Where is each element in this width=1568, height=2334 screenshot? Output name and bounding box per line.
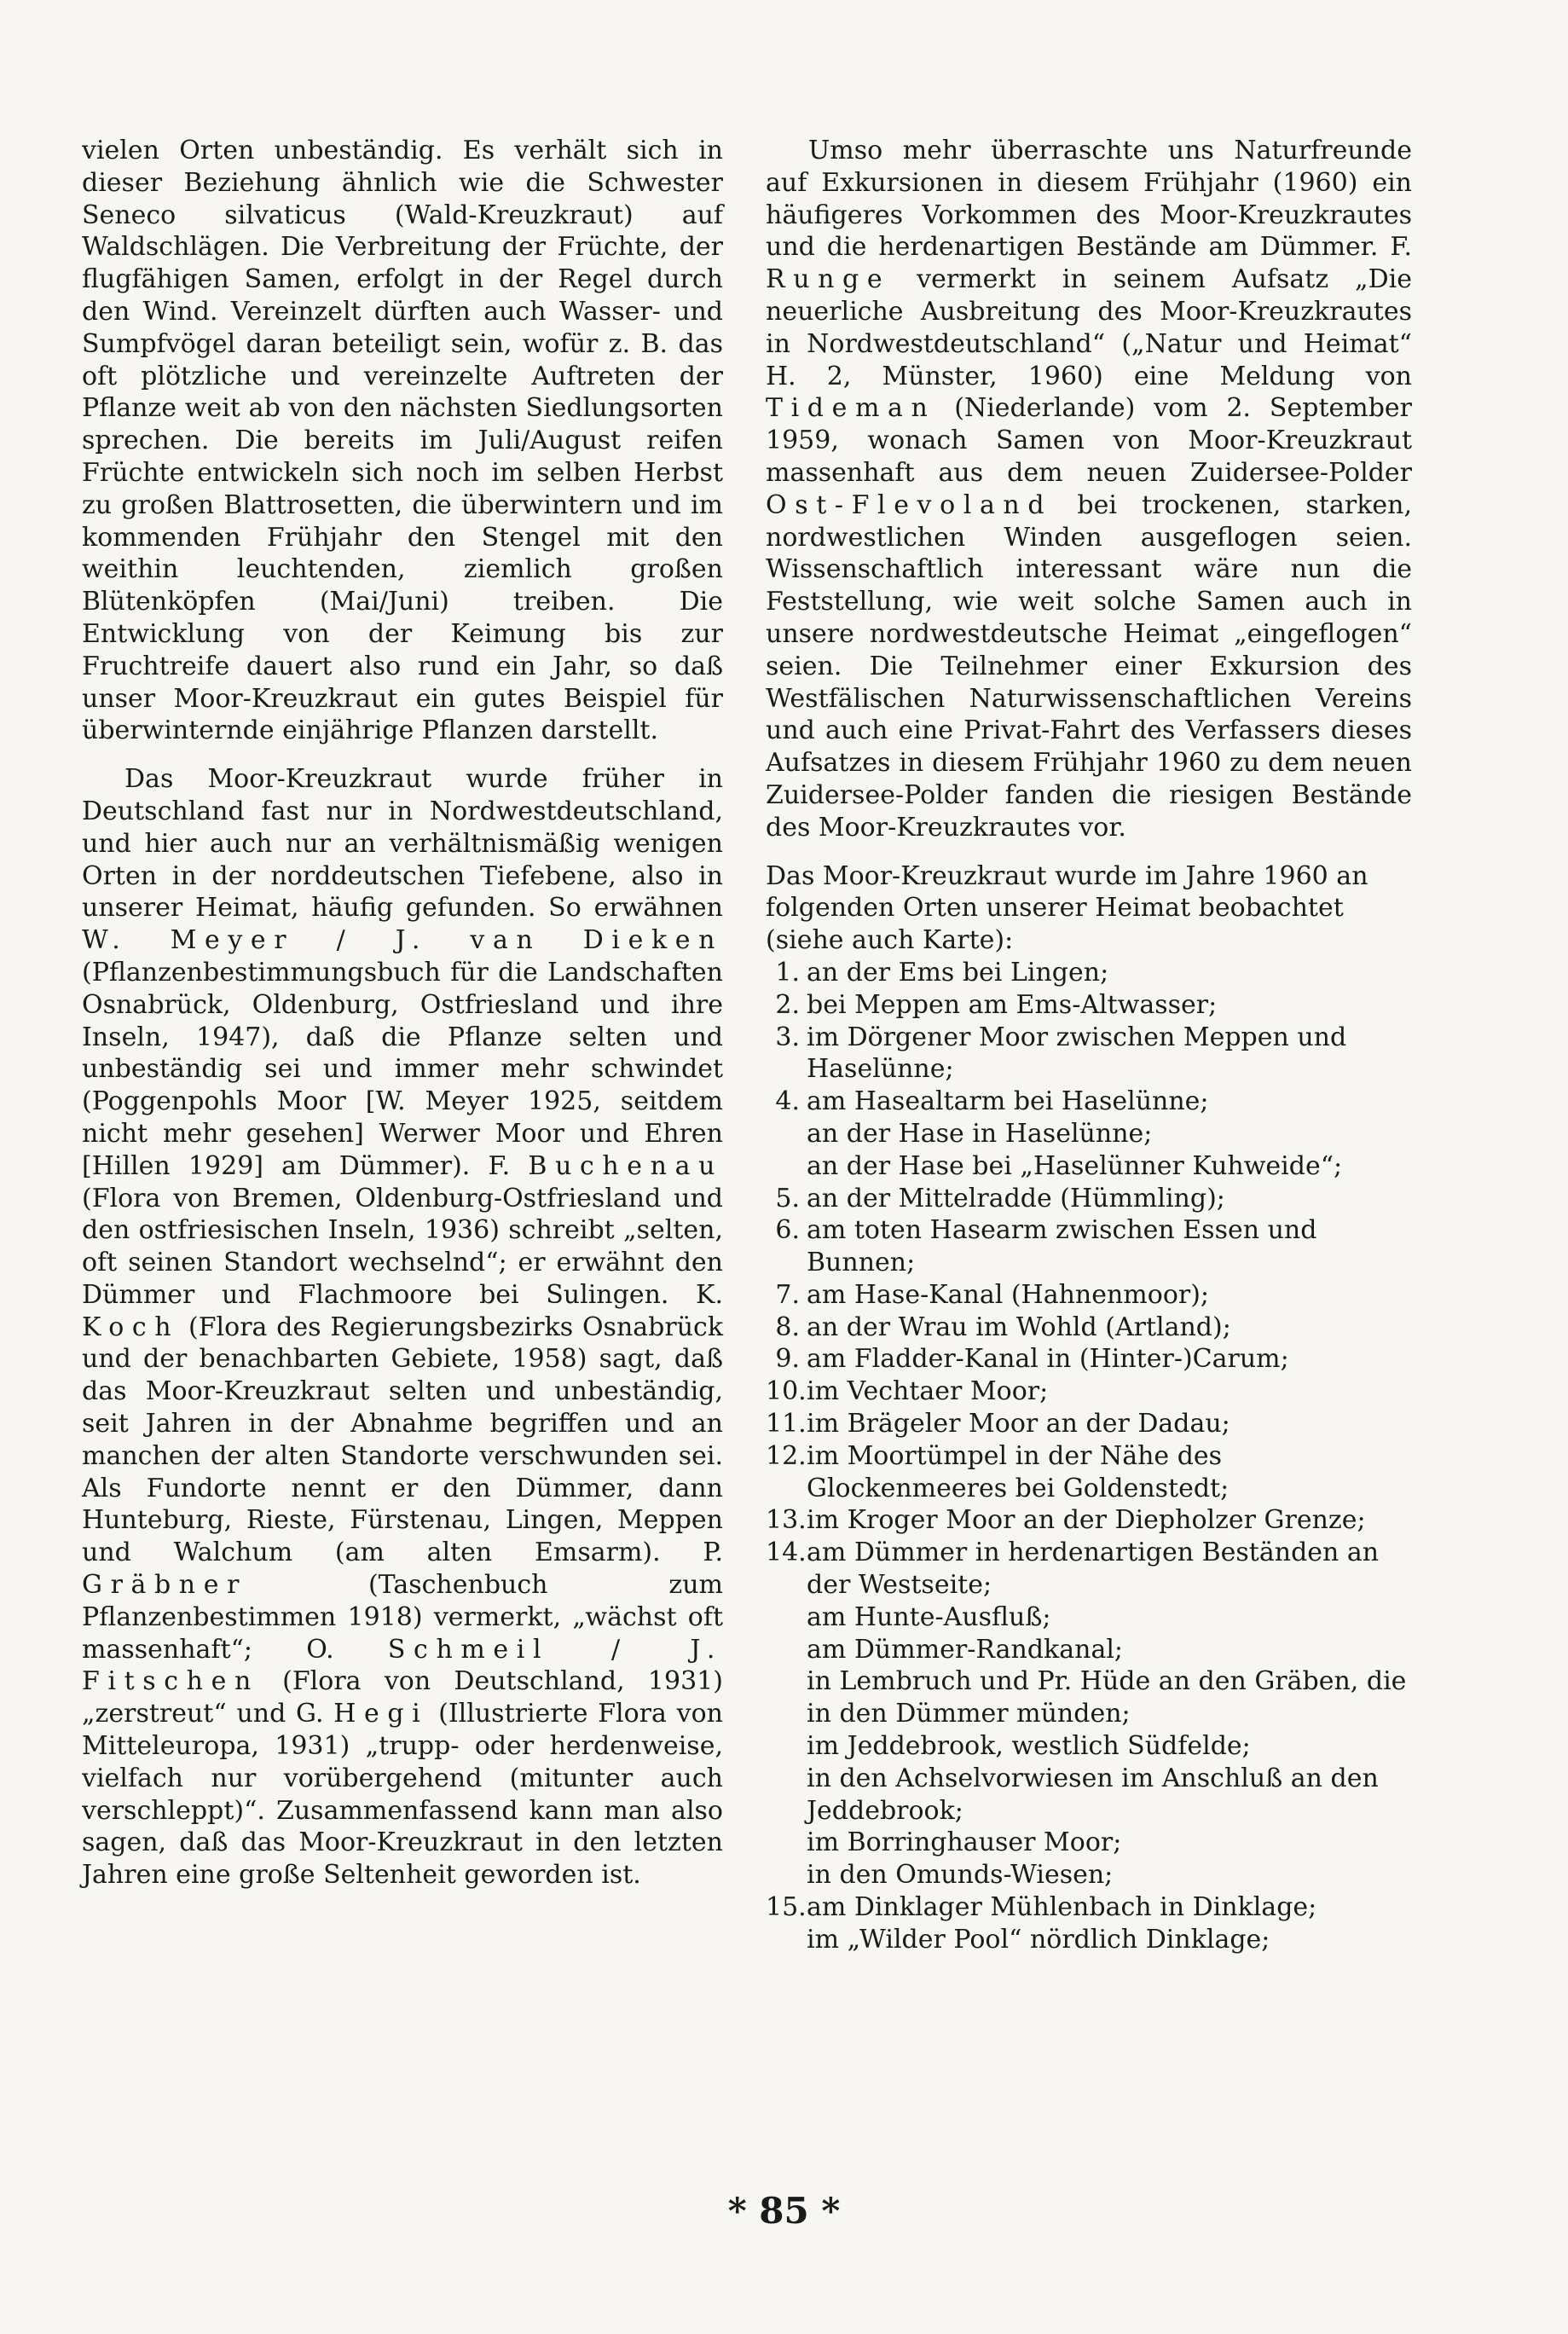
list-item-number: 13. [766, 1505, 807, 1536]
text-run: (Illustrierte Flora von Mitteleuropa, 1931) „trupp- oder herdenweise, vielfach nur vorübergehend (mitunter auch verschleppt)“. Zusammenfassend kann man also sagen, daß das Moor-Kreuzkraut in den letzten Jahren eine große Seltenheit geworden ist. [82, 1699, 723, 1891]
author-name: Gräbner [82, 1570, 248, 1601]
list-item-number: 15. [766, 1892, 807, 1923]
list-item-text: im Dörgener Moor zwischen Meppen und Haselünne; [807, 1022, 1347, 1085]
list-item-number: 5. [775, 1183, 800, 1213]
places-list [766, 957, 1412, 1956]
right-column [766, 135, 1412, 1956]
text-run: Das Moor-Kreuzkraut wurde früher in Deutschland fast nur in Nordwestdeutschland, und hier auch nur an verhältnismäßig wenigen Orten in der norddeutschen Tiefebene, also in unserer Heimat, häufig gefunden. So erwähnen [82, 764, 723, 924]
text-run: bei trockenen, starken, nordwestlichen Winden ausgeflogen seien. Wissenschaftlich interessant wäre nun die Feststellung, wie weit solche Samen auch in unsere nordwestdeutsche Heimat „eingeflogen“ seien. Die Teilnehmer einer Exkursion des Westfälischen Naturwissenschaftlichen Vereins und auch eine Privat-Fahrt des Verfassers dieses Aufsatzes in diesem Frühjahr 1960 zu dem neuen Zuidersee-Polder fanden die riesigen Bestände des Moor-Kreuzkrautes vor. [766, 489, 1412, 843]
author-name: Tideman [766, 393, 936, 424]
list-item-text: im Borringhauser Moor; [807, 1827, 1122, 1858]
list-item-number: 1. [775, 957, 800, 987]
paragraph: vielen Orten unbeständig. Es verhält sich in dieser Beziehung ähnlich wie die Schwester Seneco silvaticus (Wald-Kreuzkraut) auf Waldschlägen. Die Verbreitung der Früchte, der flugfähigen Samen, erfolgt in der Regel durch den Wind. Vereinzelt dürften auch Wasser- und Sumpfvögel daran beteiligt sein, wofür z. B. das oft plötzliche und vereinzelte Auftreten der Pflanze weit ab von den nächsten Siedlungsorten sprechen. Die bereits im Juli/August reifen Früchte entwickeln sich noch im selben Herbst zu großen Blattrosetten, die überwintern und im kommenden Frühjahr den Stengel mit den weithin leuchtenden, ziemlich großen Blütenköpfen (Mai/Juni) treiben. Die Entwicklung von der Keimung bis zur Fruchtreife dauert also rund ein Jahr, so daß unser Moor-Kreuzkraut ein gutes Beispiel für überwinternde einjährige Pflanzen darstellt. [82, 136, 723, 746]
author-name: Buchenau [528, 1150, 723, 1181]
list-item-number: 3. [775, 1022, 800, 1052]
list-item-number: 10. [766, 1376, 807, 1407]
place-name: Ost-Flevoland [766, 489, 1053, 520]
list-item-text: in den Omunds-Wiesen; [807, 1860, 1114, 1891]
list-item-number: 6. [775, 1215, 800, 1246]
list-item [766, 989, 1412, 1022]
list-item-number: 7. [775, 1279, 800, 1310]
list-item-text: am Dümmer in herdenartigen Beständen an der Westseite; [807, 1538, 1380, 1601]
list-item-text: an der Mittelradde (Hümmling); [807, 1183, 1225, 1213]
list-item [766, 1891, 1412, 1956]
list-item-text: am Dümmer-Randkanal; [807, 1634, 1124, 1665]
list-item-text: an der Hase in Haselünne; [807, 1118, 1153, 1149]
list-item [766, 1183, 1412, 1215]
list-item [766, 1279, 1412, 1312]
list-item [766, 1343, 1412, 1375]
text-run: (Flora von Bremen, Oldenburg-Ostfriesland und den ostfriesischen Inseln, 1936) schreibt „selten, oft seinen Standort wechselnd“; er erwähnt den Dümmer und Flachmoore bei Sulingen. K. [82, 1183, 723, 1310]
page-number: * 85 * [727, 2190, 841, 2232]
list-item-text: im Moortümpel in der Nähe des Glockenmeeres bei Goldenstedt; [807, 1440, 1230, 1503]
list-item [766, 1504, 1412, 1537]
list-item-text: im „Wilder Pool“ nördlich Dinklage; [807, 1924, 1270, 1955]
list-item [766, 1214, 1412, 1279]
text-run: (Flora des Regierungsbezirks Osnabrück und der benachbarten Gebiete, 1958) sagt, daß das Moor-Kreuzkraut selten und unbeständig, seit Jahren in der Abnahme begriffen und an manchen der alten Standorte verschwunden sei. Als Fundorte nennt er den Dümmer, dann Hunteburg, Rieste, Fürstenau, Lingen, Meppen und Walchum (am alten Emsarm). P. [82, 1312, 723, 1568]
list-item-text: am Fladder-Kanal in (Hinter-)Carum; [807, 1344, 1289, 1375]
list-item-text: im Jeddebrook, westlich Südfelde; [807, 1731, 1251, 1762]
list-item-number: 8. [775, 1312, 800, 1342]
list-item [766, 1375, 1412, 1408]
text-run: Umso mehr überraschte uns Naturfreunde auf Exkursionen in diesem Frühjahr (1960) ein häufigeres Vorkommen des Moor-Kreuzkrautes und die herdenartigen Bestände am Dümmer. F. [766, 136, 1412, 263]
list-item-text: an der Hase bei „Haselünner Kuhweide“; [807, 1150, 1343, 1181]
text-run: (Pflanzenbestimmungsbuch für die Landschaften Osnabrück, Oldenburg, Ostfriesland und ihre Inseln, 1947), daß die Pflanze selten und unbeständig sei und immer mehr schwindet (Poggenpohls Moor [W. Meyer 1925, seitdem nicht mehr gesehen] Werwer Moor und Ehren [Hillen 1929] am Dümmer). F. [82, 957, 723, 1181]
list-item-text: am Dinklager Mühlenbach in Dinklage; [807, 1892, 1317, 1923]
list-item-text: bei Meppen am Ems-Altwasser; [807, 989, 1218, 1020]
list-item-text: im Kroger Moor an der Diepholzer Grenze; [807, 1505, 1366, 1536]
author-name: Hegi [333, 1699, 429, 1729]
text-run: vermerkt in seinem Aufsatz „Die neuerliche Ausbreitung des Moor-Kreuzkrautes in Nordwestdeutschland“ („Natur und Heimat“ H. 2, Münster, 1960) eine Meldung von [766, 264, 1412, 391]
list-item-number: 2. [775, 989, 800, 1020]
list-item-text: am Hunte-Ausfluß; [807, 1601, 1051, 1632]
text-run: (Niederlande) vom 2. September 1959, wonach Samen von Moor-Kreuzkraut massenhaft aus dem neuen Zuidersee-Polder [766, 393, 1412, 488]
list-item-number: 14. [766, 1538, 807, 1568]
list-item-number: 4. [775, 1086, 800, 1117]
list-item [766, 1086, 1412, 1182]
list-item [766, 1022, 1412, 1086]
paragraph [82, 763, 723, 1891]
author-name: Runge [766, 264, 891, 295]
list-item-number: 12. [766, 1440, 807, 1471]
list-item-number: 9. [775, 1344, 800, 1375]
list-item-text: an der Wrau im Wohld (Artland); [807, 1312, 1231, 1342]
list-item [766, 957, 1412, 989]
text-run: (Taschenbuch zum Pflanzenbestimmen 1918) vermerkt, „wächst oft massenhaft“; O. [82, 1570, 723, 1665]
list-item-text: am Hasealtarm bei Haselünne; [807, 1086, 1209, 1117]
list-item-number: 11. [766, 1409, 807, 1439]
paragraph [766, 135, 1412, 844]
list-item [766, 1537, 1412, 1891]
list-item-text: in Lembruch und Pr. Hüde an den Gräben, die in den Dümmer münden; [807, 1666, 1407, 1729]
list-item [766, 1312, 1412, 1344]
list-item [766, 1440, 1412, 1505]
list-item-text: in den Achselvorwiesen im Anschluß an den Jeddebrook; [807, 1763, 1379, 1826]
text-run: (Flora von Deutschland, 1931) „zerstreut“ und G. [82, 1666, 723, 1729]
list-item-text: im Vechtaer Moor; [807, 1376, 1049, 1407]
list-item-text: im Brägeler Moor an der Dadau; [807, 1409, 1230, 1439]
list-item-text: am Hase-Kanal (Hahnenmoor); [807, 1279, 1210, 1310]
author-name: Koch [82, 1312, 180, 1342]
list-item [766, 1408, 1412, 1440]
list-item-text: an der Ems bei Lingen; [807, 957, 1109, 987]
author-name: W. Meyer / J. van Dieken [82, 925, 723, 956]
list-intro: Das Moor-Kreuzkraut wurde im Jahre 1960 an folgenden Orten unserer Heimat beobachtet (siehe auch Karte): [766, 860, 1368, 956]
author-name: Schmeil / J. Fitschen [82, 1634, 723, 1697]
list-item-text: am toten Hasearm zwischen Essen und Bunnen; [807, 1215, 1317, 1278]
left-column [82, 135, 723, 1891]
